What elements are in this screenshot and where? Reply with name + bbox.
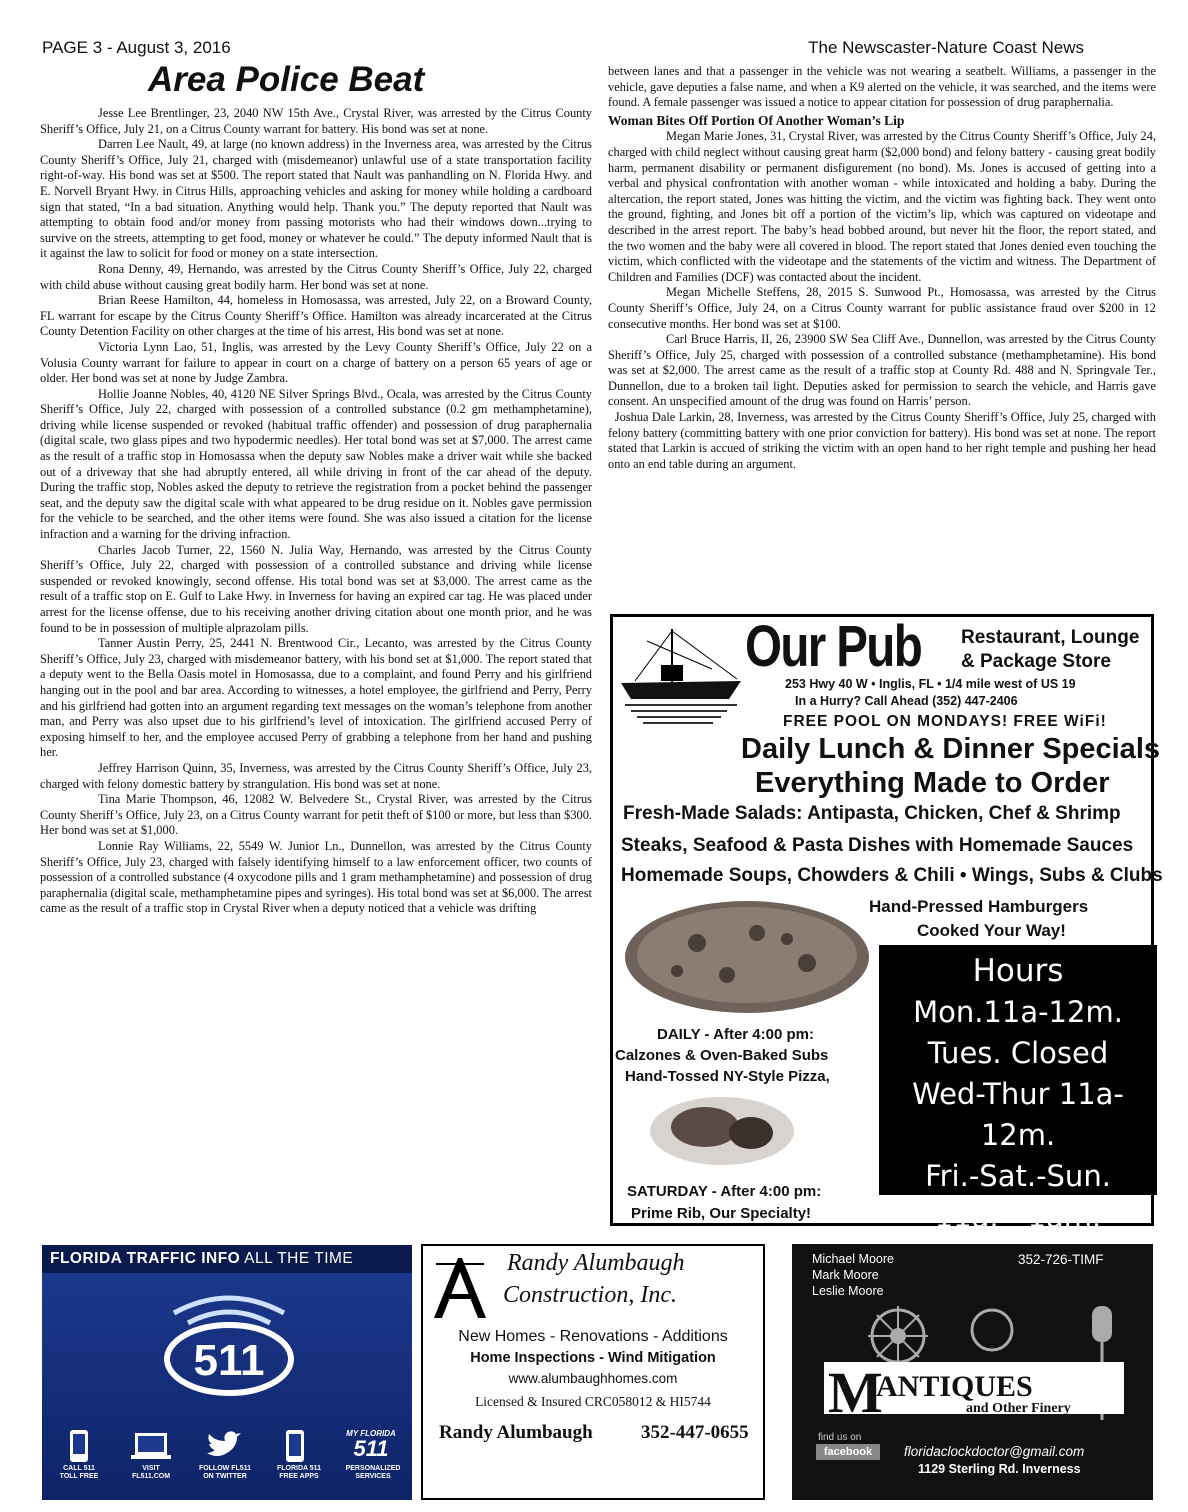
pub-special: Everything Made to Order <box>755 767 1110 799</box>
my-511-label: 511 <box>353 1436 389 1461</box>
article-title: Area Police Beat <box>148 60 425 99</box>
hours-line: Wed-Thur 11a-12m. <box>912 1077 1124 1152</box>
owner-name: Leslie Moore <box>812 1284 884 1298</box>
laptop-icon <box>122 1429 180 1468</box>
owner-name: Mark Moore <box>812 1268 879 1282</box>
article-paragraph: Joshua Dale Larkin, 28, Inverness, was arrested by the Citrus County Sheriff’s Office, July 25, charged with felony battery (committing battery with one prior conviction for battery). His bond was set at none. The report stated that Larkin is accued of striking the victim with an open hand to her right temple and pushing her head onto an end table during an argument. <box>608 410 1163 471</box>
ad-511-headline <box>50 1250 353 1268</box>
page-label: PAGE 3 - August 3, 2016 <box>42 38 231 57</box>
article-paragraph: Darren Lee Nault, 49, at large (no known address) in the Inverness area, was arrested by the Citrus County Sheriff’s Office, July 21, charged with (misdemeanor) unlawful use of a state transportation facility right-of-way. His bond was set at $500. The report stated that Nault was panhandling on N. Florida Hwy. and E. Norvell Bryant Hwy. in Citrus Hills, approaching vehicles and asking for money while holding a cardboard sign that stated, “In a bad situation. Anything would help. Thank you.” The deputy reported that Nault was attempting to obtain food and/or money from passing motorists who had their windows down...trying to survive on the streets, attempting to get food, money or whatever he could.” The deputy informed Nault that is it against the law to solicit for food or money on a state intersection. <box>40 137 592 261</box>
article-paragraph: Tanner Austin Perry, 25, 2441 N. Brentwood Cir., Lecanto, was arrested by the Citrus County Sheriff’s Office, July 23, charged with misdemeanor battery, with his bond set at $1,000. The report stated that a deputy went to the Bella Oasis motel in Homosassa, due to a complaint, and found Perry and his girlfriend hanging out in the pool and bar area. According to witnesses, a hotel employee, the girlfriend and Perry, Perry and his girlfriend had gotten into an argument regarding text messages on the woman’s telephone from another man, and Perry was also upset due to his girlfriend’s level of intoxication. The girlfriend accused Perry of exposing himself to her, and the employee accused Perry of grabbing a telephone from her hand and pushing her. <box>40 636 592 760</box>
article-paragraph: Jesse Lee Brentlinger, 23, 2040 NW 15th Ave., Crystal River, was arrested by the Citrus County Sheriff’s Office, July 21, on a Citrus County warrant for battery. His bond was set at none. <box>40 106 592 136</box>
ad-511-caption: PERSONALIZED SERVICES <box>345 1465 401 1480</box>
article-continuation: between lanes and that a passenger in the vehicle was not wearing a seatbelt. Williams, a passenger in the vehicle, gave deputies a false name, and when a K9 alerted on the vehicle, it was searched, and the items were found. A female passenger was issued a notice to appear citation for possession of drug paraphernalia. <box>608 64 1156 110</box>
pub-menu-line: Steaks, Seafood & Pasta Dishes with Homemade Sauces <box>621 835 1134 856</box>
pub-menu-line: Homemade Soups, Chowders & Chili • Wings, Subs & Clubs <box>621 865 1163 886</box>
mantiques-initial: M <box>828 1360 883 1425</box>
construction-name: Randy Alumbaugh <box>507 1250 685 1276</box>
ad-511-caption: CALL 511 TOLL FREE <box>59 1465 99 1480</box>
ad-511-headline-rest: ALL THE TIME <box>240 1250 354 1267</box>
construction-logo-icon <box>428 1254 492 1322</box>
article-subhead: Woman Bites Off Portion Of Another Woman’s Lip <box>608 112 905 128</box>
article-paragraph: Tina Marie Thompson, 46, 12082 W. Belvedere St., Crystal River, was arrested by the Citrus County Sheriff’s Office, July 23, on a Citrus County warrant for petit theft of $100 or more, but less than $300. Her bond was set at $1,000. <box>40 792 592 838</box>
article-paragraph: Rona Denny, 49, Hernando, was arrested by the Citrus County Sheriff’s Office, July 22, charged with child abuse without causing great bodily harm. Her bond was set at none. <box>40 261 592 292</box>
article-paragraph: Lonnie Ray Williams, 22, 5549 W. Junior Ln., Dunnellon, was arrested by the Citrus County Sheriff’s Office, July 23, charged with falsely identifying himself to a law enforcement officer, two counts of possession of a controlled substance (4 oxycodone pills and 1 gram methamphetamine) and possession of drug paraphernalia (digital scale, methamphetamine pipes and syringes). His total bond was set at $6,000. The arrest came as the result of a traffic stop in Crystal River when a deputy noticed that a vehicle was drifting <box>40 838 592 916</box>
pub-hours-box <box>879 945 1157 1234</box>
pub-daily-line: Calzones & Oven-Baked Subs <box>615 1047 829 1064</box>
article-paragraph: Megan Michelle Steffens, 28, 2015 S. Sunwood Pt., Homosassa, was arrested by the Citrus County Sheriff’s Office, July 24, on a Citrus County warrant for public assistance fraud over $200 in 12 consecutive months. Her bond was set at $100. <box>608 285 1156 331</box>
pub-daily-line: DAILY - After 4:00 pm: <box>657 1026 814 1043</box>
article-right-column <box>608 64 1163 609</box>
construction-owner: Randy Alumbaugh <box>439 1422 593 1443</box>
pub-saturday-line: Prime Rib, Our Specialty! <box>631 1205 812 1222</box>
mantiques-ad <box>792 1244 1153 1500</box>
article-left-column <box>40 106 592 1240</box>
pub-burger-line: Hand-Pressed Hamburgers <box>869 897 1089 916</box>
construction-inspections: Home Inspections - Wind Mitigation <box>470 1350 716 1366</box>
hours-title: Hours <box>972 953 1064 989</box>
hours-line: Mon.11a-12m. <box>913 995 1123 1029</box>
511-logo-icon <box>154 1283 304 1403</box>
mantiques-word: ANTIQUES <box>876 1370 1033 1403</box>
phone-icon <box>50 1429 108 1468</box>
alumbaugh-construction-ad <box>421 1244 765 1500</box>
construction-services: New Homes - Renovations - Additions <box>458 1328 728 1345</box>
pub-special: Daily Lunch & Dinner Specials <box>741 733 1160 765</box>
511-logo-text: 511 <box>193 1336 265 1385</box>
pub-daily-line: Hand-Tossed NY-Style Pizza, <box>625 1068 830 1085</box>
construction-license: Licensed & Insured CRC058012 & HI5744 <box>475 1394 711 1409</box>
pizza-image <box>617 893 877 1023</box>
construction-phone: 352-447-0655 <box>641 1422 749 1443</box>
smartphone-icon <box>266 1429 324 1468</box>
prime-rib-image <box>647 1089 797 1169</box>
my-florida-511-icon <box>336 1429 406 1460</box>
owner-name: Michael Moore <box>812 1252 894 1266</box>
antiques-address: 1129 Sterling Rd. Inverness <box>918 1462 1081 1476</box>
hours-line: Tues. Closed <box>927 1036 1109 1070</box>
facebook-icon: facebook <box>816 1444 880 1460</box>
article-paragraph: Brian Reese Hamilton, 44, homeless in Homosassa, was arrested, July 22, on a Broward County, FL warrant for escape by the Citrus County Sheriff’s Office. Hamilton was already incarcerated at the Citrus County Detention Facility on other charges at the time of his arrest, His bond was set at none. <box>40 293 592 339</box>
my-florida-label: MY FLORIDA <box>346 1429 396 1438</box>
mantiques-logo-icon <box>806 1300 1140 1430</box>
article-paragraph: Hollie Joanne Nobles, 40, 4120 NE Silver Springs Blvd., Ocala, was arrested by the Citrus County Sheriff’s Office, July 22, charged with possession of a controlled substance (0.2 gm methamphetamine), driving while license suspended or revoked (habitual traffic offender) and possession of drug paraphernalia (digital scale, two glass pipes and two hypodermic needles). Her total bond was set at $7,000. The arrest came as the result of a traffic stop in Homosassa when the deputy saw Nobles make a driver wait while she backed out of a driveway that she had abruptly entered, all while driving in front of the car ahead of the deputy. During the traffic stop, Nobles asked the deputy to retrieve the registration from a pocket behind the passenger seat, and the deputy saw the digital scale with what appeared to be drug residue on it. Nobles gave permission for the vehicle to be searched, and the other items were found. She was also issued a citation for the license infraction and a warning for the driving infraction. <box>40 386 592 542</box>
construction-website: www.alumbaughhomes.com <box>508 1371 678 1386</box>
pub-name: Our Pub <box>745 614 922 679</box>
hours-line: Fri.-Sat.-Sun. <box>925 1159 1111 1193</box>
mantiques-subtitle: and Other Finery <box>966 1401 1071 1416</box>
pub-phone: In a Hurry? Call Ahead (352) 447-2406 <box>795 694 1018 708</box>
article-paragraph: Megan Marie Jones, 31, Crystal River, was arrested by the Citrus County Sheriff’s Office, July 24, charged with child neglect without causing great harm ($2,000 bond) and felony battery - causing great bodily harm, permanent disability or permanent disfigurement (no bond). Ms. Jones is accused of getting into a verbal and physical confrontation with another woman - while intoxicated and holding a baby. During the altercation, the report stated, Jones was hitting the victim, and the victim was fighting back. They went onto the ground, fighting, and Jones bit off a portion of the victim’s lip, which was captured on videotape and described in the arrest report. The baby’s head bobbed around, but never hit the floor, the report stated, and the two women and the baby were all covered in blood. The report stated that Jones denied even touching the victim, which conflicted with the videotape and the statements of the victim and witness. The Department of Children and Families (DCF) was contacted about the incident. <box>608 129 1156 284</box>
hours-line: 11a. - 1am. <box>934 1200 1102 1234</box>
pub-address: 253 Hwy 40 W • Inglis, FL • 1/4 mile west of US 19 <box>785 677 1076 691</box>
ad-511-caption: FOLLOW FL511 ON TWITTER <box>198 1465 252 1480</box>
pub-burger-line: Cooked Your Way! <box>917 921 1066 940</box>
pub-promo: FREE POOL ON MONDAYS! FREE WiFi! <box>783 713 1107 730</box>
pub-menu-line: Fresh-Made Salads: Antipasta, Chicken, Chef & Shrimp <box>623 803 1121 824</box>
florida-511-ad <box>42 1245 412 1500</box>
ad-511-caption: VISIT FL511.COM <box>131 1465 171 1480</box>
article-paragraph: Charles Jacob Turner, 22, 1560 N. Julia Way, Hernando, was arrested by the Citrus County Sheriff’s Office, July 22, charged with possession of a controlled substance and driving while license suspended or revoked knowingly, second offense. His total bond was set at $3,000. The arrest came as the result of a traffic stop on E. Gulf to Lake Hwy. in Inverness for having an expired car tag. He was placed under arrest for the license offense, due to his receiving another driving citation about one month prior, and he was found to be in possession of multiple alprazolam pills. <box>40 542 592 635</box>
pub-tagline: Restaurant, Lounge <box>961 627 1140 648</box>
article-paragraph: Carl Bruce Harris, II, 26, 23900 SW Sea Cliff Ave., Dunnellon, was arrested by the Citrus County Sheriff’s Office, July 25, charged with possession of a controlled substance (methamphetamine). His bond was set at $2,000. The arrest came as the result of a traffic stop at County Rd. 488 and N. Springvale Ter., Dunnellon, due to a broken tail light. Deputies asked for permission to search the vehicle, and Harris gave consent. An unspecified amount of the drug was found on Harris’ person. <box>608 332 1156 409</box>
ad-511-caption: FLORIDA 511 FREE APPS <box>276 1465 322 1480</box>
fishing-boat-icon <box>617 621 747 731</box>
our-pub-ad <box>610 614 1163 1234</box>
find-us-label: find us on <box>818 1432 862 1443</box>
article-paragraph: Victoria Lynn Lao, 51, Inglis, was arrested by the Levy County Sheriff’s Office, July 22 on a Volusia County warrant for failure to appear in court on a charge of battery on a person 65 years of age or older. Her bond was set at none by Judge Zambra. <box>40 339 592 386</box>
article-paragraph: Jeffrey Harrison Quinn, 35, Inverness, was arrested by the Citrus County Sheriff’s Office, July 23, charged with felony domestic battery by strangulation. His bond was set at none. <box>40 760 592 791</box>
twitter-bird-icon <box>194 1429 252 1468</box>
pub-saturday-line: SATURDAY - After 4:00 pm: <box>627 1183 822 1200</box>
antiques-phone: 352-726-TIMF <box>1018 1252 1104 1267</box>
pub-tagline: & Package Store <box>961 651 1111 672</box>
construction-name: Construction, Inc. <box>503 1282 677 1308</box>
antiques-email: floridaclockdoctor@gmail.com <box>904 1444 1085 1459</box>
ad-511-headline-bold: FLORIDA TRAFFIC INFO <box>50 1250 241 1267</box>
paper-name: The Newscaster-Nature Coast News <box>808 38 1084 57</box>
